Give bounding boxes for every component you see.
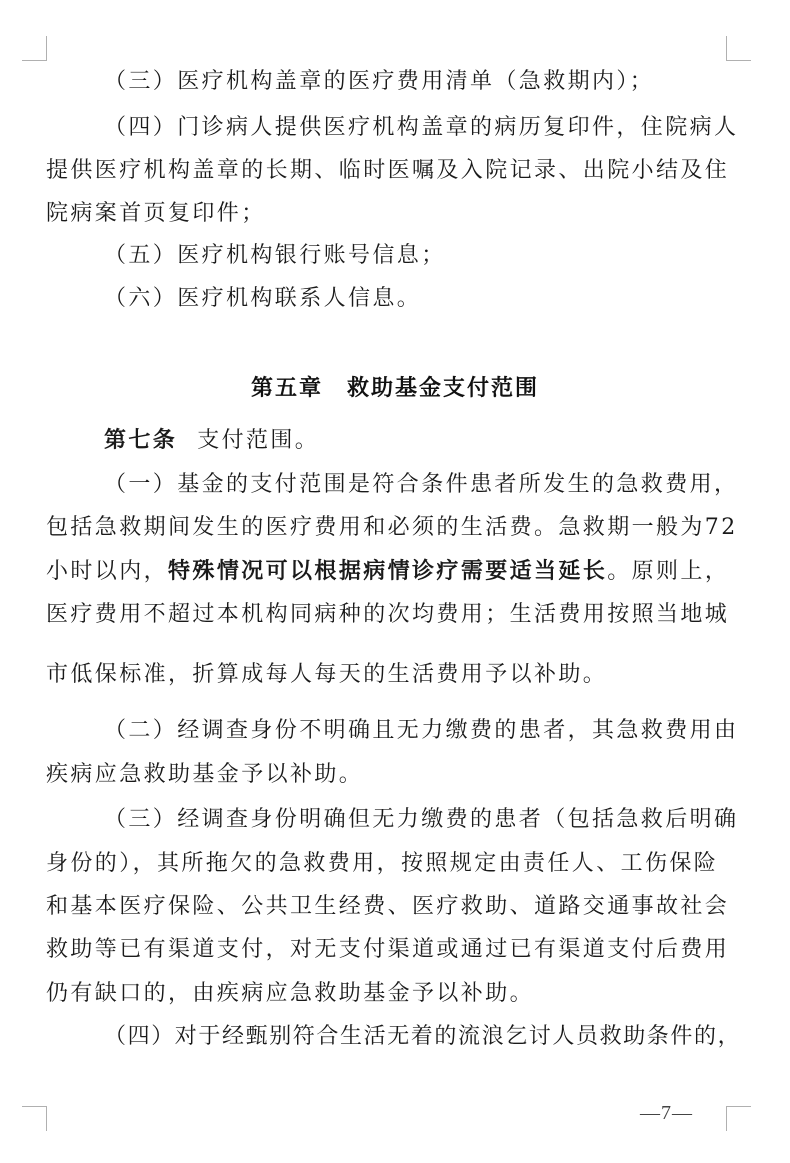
paragraph-line: 包括急救期间发生的医疗费用和必须的生活费。急救期一般为72 [46, 515, 738, 540]
page-number: —7— [640, 1102, 693, 1124]
article-label: 第七条 [104, 427, 178, 453]
paragraph-line: （四）对于经甄别符合生活无着的流浪乞讨人员救助条件的， [104, 1024, 742, 1049]
paragraph-line: （三）经调查身份明确但无力缴费的患者（包括急救后明确 [104, 807, 739, 832]
paragraph-line: （一）基金的支付范围是符合条件患者所发生的急救费用， [104, 472, 739, 497]
paragraph-line: 仍有缺口的，由疾病应急救助基金予以补助。 [46, 981, 535, 1006]
emphasis-text: 特殊情况可以根据病情诊疗需要适当延长 [168, 558, 608, 584]
text-run: 小时以内， [46, 559, 169, 584]
article-heading [104, 426, 319, 455]
paragraph-line: （三）医疗机构盖章的医疗费用清单（急救期内）； [104, 69, 655, 94]
article-text: 支付范围。 [197, 428, 320, 453]
paragraph-line [46, 557, 729, 586]
text-run: 。原则上， [607, 559, 730, 584]
paragraph-line: 和基本医疗保险、公共卫生经费、医疗救助、道路交通事故社会 [46, 894, 730, 919]
crop-mark-bottom-left [22, 1106, 47, 1131]
paragraph-line: （二）经调查身份不明确且无力缴费的患者，其急救费用由 [104, 718, 739, 743]
paragraph-line: 医疗费用不超过本机构同病种的次均费用；生活费用按照当地城 [46, 602, 730, 627]
crop-mark-bottom-right [726, 1106, 751, 1131]
paragraph-line: （四）门诊病人提供医疗机构盖章的病历复印件，住院病人 [104, 115, 739, 140]
paragraph-line: 提供医疗机构盖章的长期、临时医嘱及入院记录、出院小结及住 [46, 158, 730, 183]
chapter-title: 第五章 救助基金支付范围 [250, 375, 539, 401]
paragraph-line: 院病案首页复印件； [46, 201, 266, 226]
paragraph-line: 疾病应急救助基金予以补助。 [46, 762, 364, 787]
crop-mark-top-right [726, 36, 751, 61]
paragraph-line: （五）医疗机构银行账号信息； [104, 243, 446, 268]
crop-mark-top-left [22, 36, 47, 61]
paragraph-line: 救助等已有渠道支付，对无支付渠道或通过已有渠道支付后费用 [46, 937, 730, 962]
paragraph-line: 身份的），其所拖欠的急救费用，按照规定由责任人、工伤保险 [46, 851, 719, 876]
paragraph-line: （六）医疗机构联系人信息。 [104, 286, 422, 311]
paragraph-line: 市低保标准，折算成每人每天的生活费用予以补助。 [46, 662, 608, 687]
